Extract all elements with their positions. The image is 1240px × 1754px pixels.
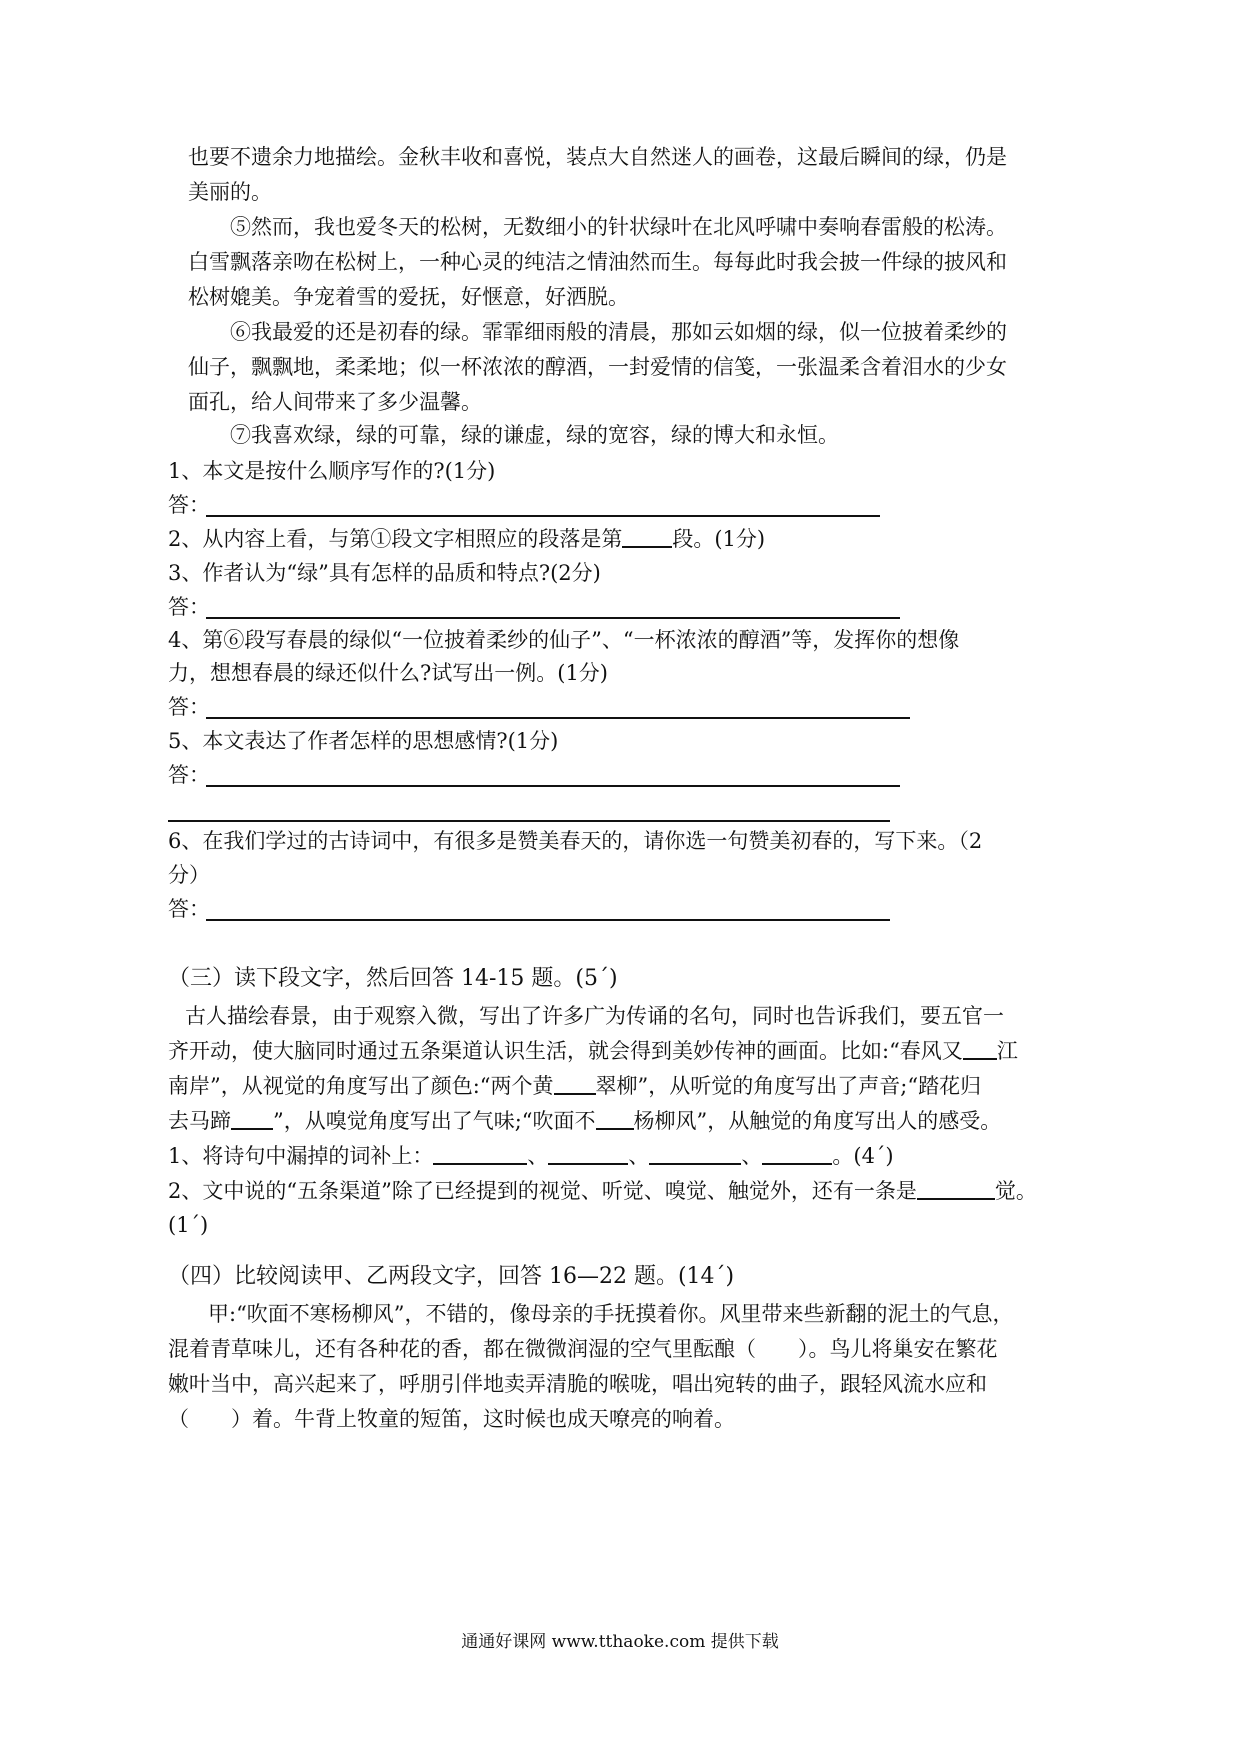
- separator: 、: [527, 1144, 549, 1168]
- question-2: [168, 524, 765, 554]
- section-3-q1-text: 1、将诗句中漏掉的词补上：: [168, 1144, 434, 1168]
- fill-blank[interactable]: [548, 1143, 628, 1165]
- answer-label: 答：: [168, 897, 210, 921]
- fill-blank[interactable]: [762, 1143, 832, 1165]
- section-3-heading: （三）读下段文字，然后回答 14-15 题。(5´): [168, 966, 618, 991]
- question-3: 3、作者认为“绿”具有怎样的品质和特点?(2分): [168, 561, 601, 585]
- section-4-paragraph: （ ）着。牛背上牧童的短笛，这时候也成天嘹亮的响着。: [168, 1407, 735, 1431]
- section-3-paragraph: [168, 1071, 981, 1101]
- section-3-question-1: [168, 1141, 894, 1171]
- question-1: 1、本文是按什么顺序写作的?(1分): [168, 459, 496, 483]
- question-5: 5、本文表达了作者怎样的思想感情?(1分): [168, 729, 559, 753]
- answer-label: 答：: [168, 695, 210, 719]
- question-6-line1: 6、在我们学过的古诗词中，有很多是赞美春天的，请你选一句赞美初春的，写下来。（2: [168, 829, 983, 853]
- passage-line: 面孔，给人间带来了多少温馨。: [188, 390, 482, 414]
- section-3-q2-text: 2、文中说的“五条渠道”除了已经提到的视觉、听觉、嗅觉、触觉外，还有一条是: [168, 1179, 917, 1203]
- answer-label: 答：: [168, 763, 210, 787]
- answer-line[interactable]: [206, 785, 900, 787]
- passage-line: 美丽的。: [188, 180, 272, 204]
- section-3-text: 江: [996, 1039, 1018, 1063]
- answer-line[interactable]: [168, 820, 890, 822]
- fill-blank[interactable]: [231, 1108, 273, 1130]
- question-4-line1: 4、第⑥段写春晨的绿似“一位披着柔纱的仙子”、“一杯浓浓的醇酒”等，发挥你的想像: [168, 628, 960, 652]
- passage-line: 白雪飘落亲吻在松树上，一种心灵的纯洁之情油然而生。每每此时我会披一件绿的披风和: [188, 250, 1007, 274]
- section-3-text: 南岸”，从视觉的角度写出了颜色:“两个黄: [168, 1074, 554, 1098]
- section-4-paragraph: 嫩叶当中，高兴起来了，呼朋引伴地卖弄清脆的喉咙，唱出宛转的曲子，跟轻风流水应和: [168, 1372, 987, 1396]
- passage-line: 也要不遗余力地描绘。金秋丰收和喜悦，装点大自然迷人的画卷，这最后瞬间的绿，仍是: [188, 145, 1007, 169]
- section-4-paragraph: 混着青草味儿，还有各种花的香，都在微微润湿的空气里酝酿（ ）。鸟儿将巢安在繁花: [168, 1337, 998, 1361]
- answer-label: 答：: [168, 493, 210, 517]
- section-4-paragraph: 甲:“吹面不寒杨柳风”，不错的，像母亲的手抚摸着你。风里带来些新翻的泥土的气息，: [208, 1302, 1014, 1326]
- separator: 、: [628, 1144, 650, 1168]
- fill-blank[interactable]: [917, 1178, 995, 1200]
- fill-blank[interactable]: [622, 526, 672, 548]
- question-4-line2: 力，想想春晨的绿还似什么?试写出一例。(1分): [168, 661, 609, 685]
- fill-blank[interactable]: [596, 1108, 634, 1130]
- answer-line[interactable]: [206, 515, 880, 517]
- passage-paragraph-6: ⑥我最爱的还是初春的绿。霏霏细雨般的清晨，那如云如烟的绿，似一位披着柔纱的: [230, 320, 1007, 344]
- fill-blank[interactable]: [433, 1143, 527, 1165]
- answer-line[interactable]: [206, 919, 890, 921]
- section-3-paragraph: [168, 1036, 1018, 1066]
- question-2-text-end: 段。(1分): [672, 527, 766, 551]
- fill-blank[interactable]: [649, 1143, 741, 1165]
- section-3-text: ”，从嗅觉角度写出了气味;“吹面不: [273, 1109, 596, 1133]
- passage-line: 仙子，飘飘地，柔柔地；似一杯浓浓的醇酒，一封爱情的信笺，一张温柔含着泪水的少女: [188, 355, 1007, 379]
- question-2-text: 2、从内容上看，与第①段文字相照应的段落是第: [168, 527, 623, 551]
- answer-label: 答：: [168, 595, 210, 619]
- section-3-q1-score: 。(4´): [832, 1144, 894, 1168]
- section-3-question-2: [168, 1176, 1037, 1206]
- section-3-text: 翠柳”，从听觉的角度写出了声音;“踏花归: [595, 1074, 982, 1098]
- section-3-paragraph: [168, 1106, 1001, 1136]
- section-3-paragraph: 古人描绘春景，由于观察入微，写出了许多广为传诵的名句，同时也告诉我们，要五官一: [185, 1004, 1004, 1028]
- passage-paragraph-5: ⑤然而，我也爱冬天的松树，无数细小的针状绿叶在北风呼啸中奏响春雷般的松涛。: [230, 215, 1007, 239]
- section-3-text: 齐开动，使大脑同时通过五条渠道认识生活，就会得到美妙传神的画面。比如:“春风又: [168, 1039, 963, 1063]
- answer-line[interactable]: [206, 717, 910, 719]
- footer-watermark: 通通好课网 www.tthaoke.com 提供下载: [461, 1632, 779, 1652]
- fill-blank[interactable]: [554, 1073, 596, 1095]
- section-3-question-2-score: (1´): [168, 1213, 209, 1237]
- answer-line[interactable]: [206, 617, 900, 619]
- passage-paragraph-7: ⑦我喜欢绿，绿的可靠，绿的谦虚，绿的宽容，绿的博大和永恒。: [230, 423, 839, 447]
- question-6-line2: 分）: [168, 863, 210, 887]
- passage-line: 松树媲美。争宠着雪的爱抚，好惬意，好洒脱。: [188, 285, 629, 309]
- section-4-heading: （四）比较阅读甲、乙两段文字，回答 16—22 题。(14´): [168, 1264, 735, 1289]
- section-3-text: 杨柳风”，从触觉的角度写出人的感受。: [633, 1109, 1002, 1133]
- section-3-text: 去马蹄: [168, 1109, 231, 1133]
- fill-blank[interactable]: [963, 1038, 997, 1060]
- section-3-q2-text-end: 觉。: [994, 1179, 1037, 1203]
- separator: 、: [741, 1144, 763, 1168]
